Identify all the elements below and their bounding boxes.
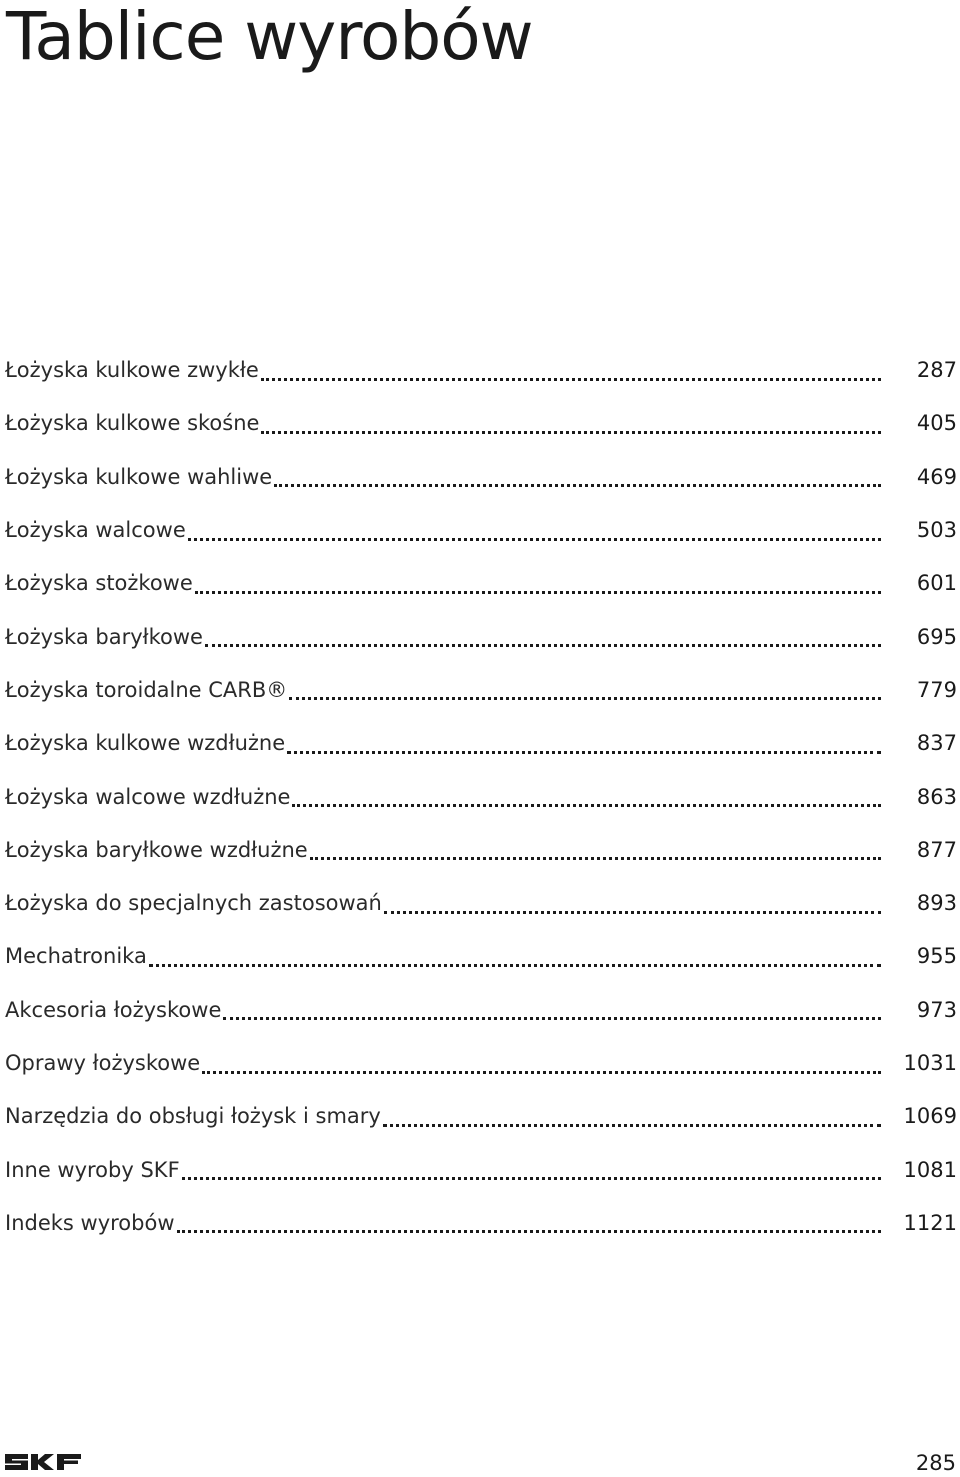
toc-entry[interactable] [5, 664, 957, 717]
toc-entry[interactable] [5, 824, 957, 877]
dot-leader [205, 643, 881, 647]
dot-leader [274, 483, 881, 487]
toc-entry-label: Indeks wyrobów [5, 1210, 175, 1235]
dot-leader [202, 1070, 881, 1074]
toc-entry[interactable] [5, 451, 957, 504]
table-of-contents [5, 344, 957, 1250]
toc-entry[interactable] [5, 397, 957, 450]
dot-leader [384, 910, 881, 914]
toc-entry-label: Łożyska toroidalne CARB® [5, 677, 288, 702]
toc-entry-label: Łożyska do specjalnych zastosowań [5, 891, 382, 916]
dot-leader [289, 696, 881, 700]
toc-entry-page: 601 [916, 571, 957, 596]
toc-entry-label: Akcesoria łożyskowe [5, 997, 222, 1022]
toc-entry[interactable] [5, 984, 957, 1037]
toc-entry[interactable] [5, 1090, 957, 1143]
dot-leader [188, 537, 881, 541]
page-number: 285 [915, 1451, 956, 1475]
dot-leader [261, 377, 881, 381]
toc-entry-label: Inne wyroby SKF [5, 1157, 180, 1182]
toc-entry-page: 837 [916, 731, 957, 756]
toc-entry-page: 863 [916, 784, 957, 809]
toc-entry-page: 405 [916, 411, 957, 436]
toc-entry-label: Łożyska kulkowe zwykłe [5, 358, 259, 383]
toc-entry[interactable] [5, 930, 957, 983]
toc-entry-label: Łożyska kulkowe skośne [5, 411, 260, 436]
toc-entry-page: 695 [916, 624, 957, 649]
toc-entry-page: 955 [916, 944, 957, 969]
toc-entry-label: Łożyska stożkowe [5, 571, 193, 596]
toc-entry[interactable] [5, 557, 957, 610]
toc-entry-page: 503 [916, 518, 957, 543]
toc-entry-page: 1121 [903, 1210, 957, 1235]
toc-entry-label: Łożyska baryłkowe wzdłużne [5, 837, 308, 862]
toc-entry-page: 1069 [903, 1104, 957, 1129]
toc-entry-page: 877 [916, 837, 957, 862]
toc-entry[interactable] [5, 1143, 957, 1196]
page-title: Tablice wyrobów [6, 0, 533, 75]
skf-logo-icon [4, 1453, 82, 1471]
toc-entry-page: 973 [916, 997, 957, 1022]
dot-leader [195, 590, 881, 594]
toc-entry-label: Mechatronika [5, 944, 147, 969]
dot-leader [223, 1016, 881, 1020]
dot-leader [177, 1229, 881, 1233]
toc-entry[interactable] [5, 610, 957, 663]
toc-entry[interactable] [5, 1037, 957, 1090]
toc-entry-label: Łożyska walcowe wzdłużne [5, 784, 291, 809]
toc-entry-page: 893 [916, 891, 957, 916]
dot-leader [182, 1176, 881, 1180]
toc-entry-page: 469 [916, 464, 957, 489]
toc-entry-label: Narzędzia do obsługi łożysk i smary [5, 1104, 381, 1129]
dot-leader [310, 856, 881, 860]
toc-entry-label: Łożyska baryłkowe [5, 624, 203, 649]
toc-entry-page: 287 [916, 358, 957, 383]
toc-entry[interactable] [5, 504, 957, 557]
toc-entry[interactable] [5, 1197, 957, 1250]
dot-leader [383, 1123, 881, 1127]
dot-leader [287, 750, 881, 754]
toc-entry-page: 779 [916, 677, 957, 702]
toc-entry-label: Oprawy łożyskowe [5, 1051, 201, 1075]
toc-entry[interactable] [5, 717, 957, 770]
toc-entry-page: 1081 [903, 1157, 957, 1182]
toc-entry-label: Łożyska kulkowe wahliwe [5, 464, 273, 489]
toc-entry[interactable] [5, 877, 957, 930]
dot-leader [261, 430, 881, 434]
toc-entry-label: Łożyska walcowe [5, 518, 186, 543]
toc-entry-page: 1031 [903, 1051, 957, 1075]
toc-entry-label: Łożyska kulkowe wzdłużne [5, 731, 286, 756]
toc-entry[interactable] [5, 344, 957, 397]
dot-leader [149, 963, 881, 967]
toc-entry[interactable] [5, 770, 957, 823]
dot-leader [292, 803, 881, 807]
